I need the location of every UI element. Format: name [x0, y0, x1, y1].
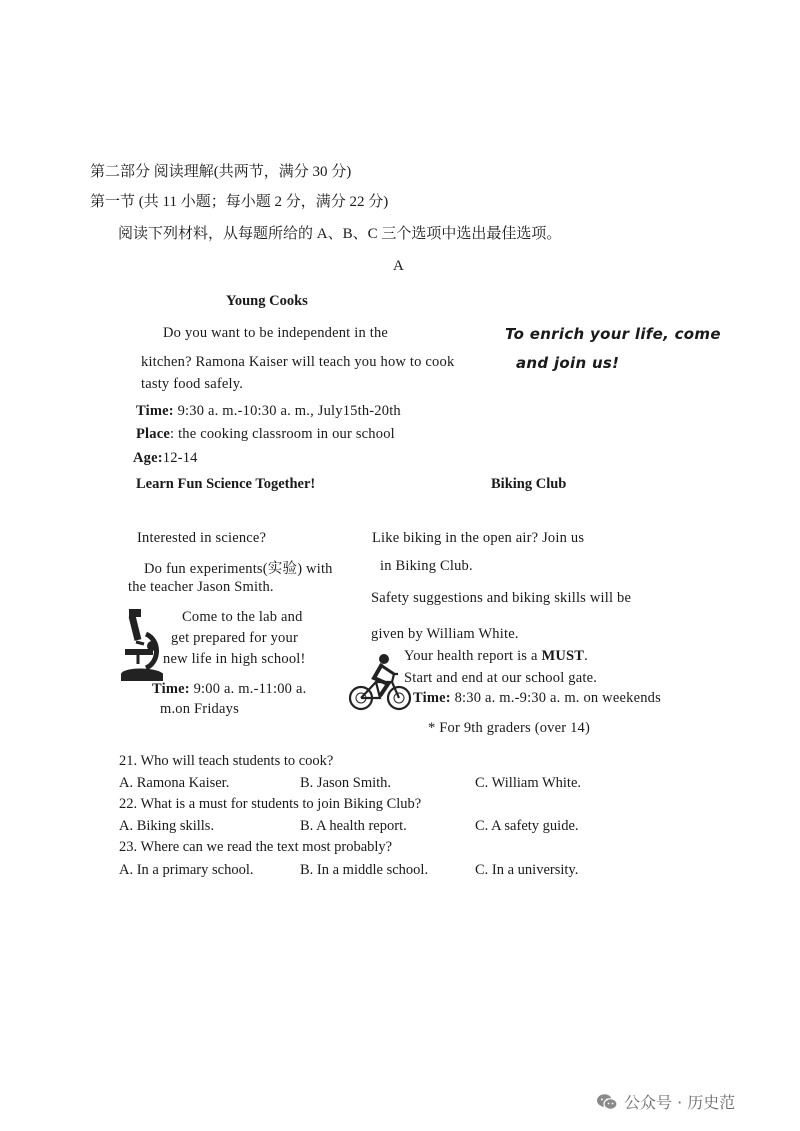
science-time-cont: m.on Fridays [160, 701, 239, 717]
watermark-text: 公众号 · 历史范 [624, 1093, 736, 1112]
biking-title: Biking Club [491, 476, 567, 492]
question-23-stem: 23. Where can we read the text most probably? [119, 839, 393, 855]
biking-line3: Safety suggestions and biking skills will be [371, 590, 632, 606]
slogan-line1: To enrich your life, come [505, 325, 721, 343]
science-line5: get prepared for your [171, 630, 298, 646]
question-22-option-a: A. Biking skills. [119, 818, 215, 834]
question-21-stem: 21. Who will teach students to cook? [119, 753, 334, 769]
microscope-icon [116, 606, 168, 688]
biking-line6: Start and end at our school gate. [404, 670, 598, 686]
time-value: 9:30 a. m.-10:30 a. m., July15th-20th [173, 403, 401, 419]
time-value: 9:00 a. m.-11:00 a. [189, 681, 307, 697]
age-value: 12-14 [162, 450, 198, 466]
question-23-option-a: A. In a primary school. [119, 862, 254, 878]
question-22-option-b: B. A health report. [300, 818, 407, 834]
instruction-text: 阅读下列材料，从每题所给的 A、B、C 三个选项中选出最佳选项。 [118, 226, 562, 242]
must-text: MUST [541, 648, 585, 664]
question-21-option-b: B. Jason Smith. [300, 775, 392, 791]
science-line4: Come to the lab and [182, 609, 303, 625]
young-cooks-line1: Do you want to be independent in the [163, 325, 389, 341]
science-time [152, 681, 306, 698]
section-heading: 第一节 (共 11 小题；每小题 2 分，满分 22 分) [90, 194, 389, 210]
science-line1: Interested in science? [137, 530, 267, 546]
question-22-option-c: C. A safety guide. [475, 818, 579, 834]
biking-line5-prefix: Your health report is a [404, 648, 542, 664]
passage-label: A [393, 258, 404, 274]
place-label: Place [136, 426, 171, 442]
question-23-option-c: C. In a university. [475, 862, 579, 878]
question-21-option-c: C. William White. [475, 775, 582, 791]
biking-time [413, 690, 661, 707]
time-label: Time: [413, 690, 451, 706]
biking-note: * For 9th graders (over 14) [428, 720, 591, 736]
biking-line4: given by William White. [371, 626, 519, 642]
science-line6: new life in high school! [163, 651, 306, 667]
young-cooks-title: Young Cooks [226, 293, 308, 309]
biking-line5-suffix: . [584, 648, 588, 664]
place-value: : the cooking classroom in our school [170, 426, 395, 442]
question-22-stem: 22. What is a must for students to join Biking Club? [119, 796, 422, 812]
young-cooks-line3: tasty food safely. [141, 376, 244, 392]
cyclist-icon [348, 652, 412, 714]
science-line3: the teacher Jason Smith. [128, 579, 274, 595]
question-21-option-a: A. Ramona Kaiser. [119, 775, 230, 791]
biking-line5 [404, 648, 588, 665]
question-23-option-b: B. In a middle school. [300, 862, 429, 878]
time-label: Time: [152, 681, 190, 697]
time-value: 8:30 a. m.-9:30 a. m. on weekends [450, 690, 661, 706]
age-label: Age: [133, 450, 163, 466]
young-cooks-line2: kitchen? Ramona Kaiser will teach you how to cook [141, 354, 455, 370]
biking-line1: Like biking in the open air? Join us [372, 530, 585, 546]
young-cooks-time [136, 403, 401, 420]
wechat-icon [596, 1093, 618, 1111]
time-label: Time: [136, 403, 174, 419]
science-title: Learn Fun Science Together! [136, 476, 316, 492]
science-line2: Do fun experiments(实验) with [144, 561, 333, 577]
slogan-line2: and join us! [516, 354, 620, 372]
biking-line2: in Biking Club. [380, 558, 473, 574]
young-cooks-age [133, 450, 198, 467]
part-heading: 第二部分 阅读理解(共两节，满分 30 分) [90, 164, 352, 180]
young-cooks-place [136, 426, 395, 443]
watermark [596, 1090, 735, 1113]
